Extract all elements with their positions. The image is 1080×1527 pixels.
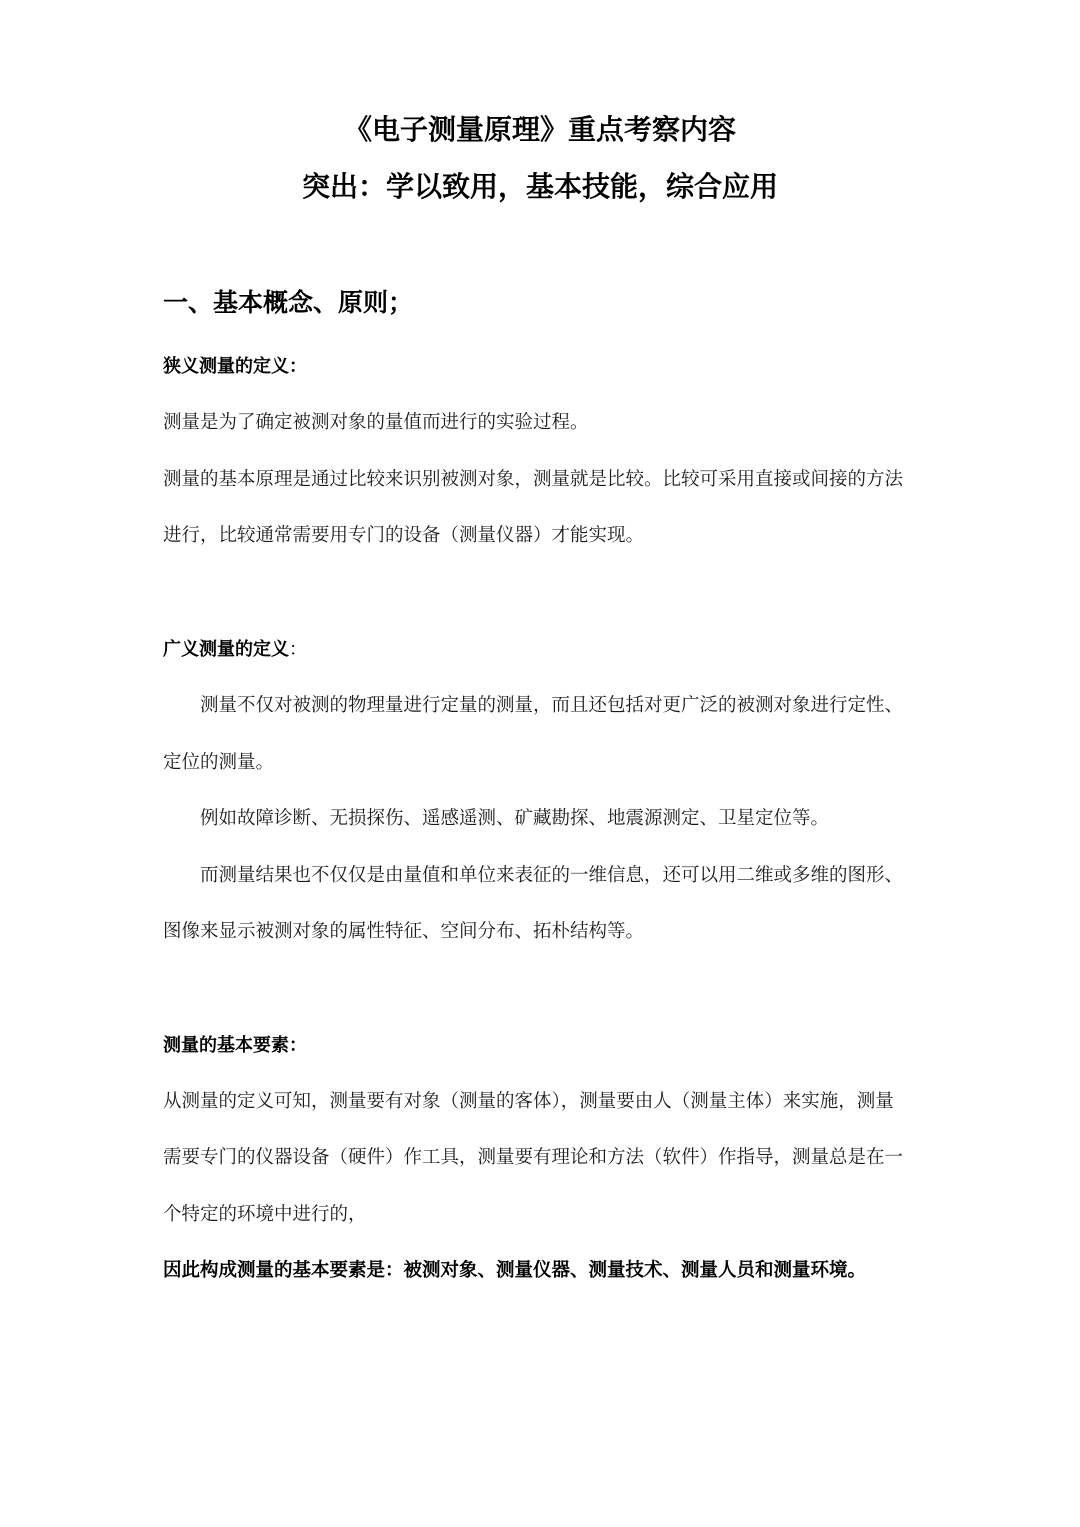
document-subtitle: 突出：学以致用，基本技能，综合应用 bbox=[301, 170, 778, 203]
paragraph-line: 个特定的环境中进行的， bbox=[163, 1204, 367, 1225]
section-heading: 一、基本概念、原则； bbox=[163, 288, 414, 317]
paragraph-line: 定位的测量。 bbox=[163, 752, 275, 773]
document-title: 《电子测量原理》重点考察内容 bbox=[343, 113, 736, 146]
basic-elements-heading: 测量的基本要素： bbox=[163, 1035, 307, 1056]
broad-definition-heading-colon: ： bbox=[289, 639, 307, 660]
paragraph-line: 测量的基本原理是通过比较来识别被测对象，测量就是比较。比较可采用直接或间接的方法 bbox=[163, 469, 904, 490]
paragraph-line: 需要专门的仪器设备（硬件）作工具，测量要有理论和方法（软件）作指导，测量总是在一 bbox=[163, 1147, 904, 1168]
paragraph-line: 而测量结果也不仅仅是由量值和单位来表征的一维信息，还可以用二维或多维的图形、 bbox=[200, 865, 904, 886]
paragraph-line: 图像来显示被测对象的属性特征、空间分布、拓朴结构等。 bbox=[163, 921, 645, 942]
paragraph-line: 测量是为了确定被测对象的量值而进行的实验过程。 bbox=[163, 412, 589, 433]
basic-elements-conclusion: 因此构成测量的基本要素是：被测对象、测量仪器、测量技术、测量人员和测量环境。 bbox=[163, 1260, 867, 1281]
paragraph-line: 进行，比较通常需要用专门的设备（测量仪器）才能实现。 bbox=[163, 525, 645, 546]
paragraph-line: 从测量的定义可知，测量要有对象（测量的客体），测量要由人（测量主体）来实施，测量 bbox=[163, 1091, 894, 1112]
paragraph-line: 测量不仅对被测的物理量进行定量的测量，而且还包括对更广泛的被测对象进行定性、 bbox=[200, 695, 904, 716]
narrow-definition-heading: 狭义测量的定义： bbox=[163, 356, 307, 377]
broad-definition-heading-text: 广义测量的定义 bbox=[163, 639, 289, 660]
paragraph-line: 例如故障诊断、无损探伤、遥感遥测、矿藏勘探、地震源测定、卫星定位等。 bbox=[200, 808, 830, 829]
broad-definition-heading bbox=[163, 635, 307, 665]
